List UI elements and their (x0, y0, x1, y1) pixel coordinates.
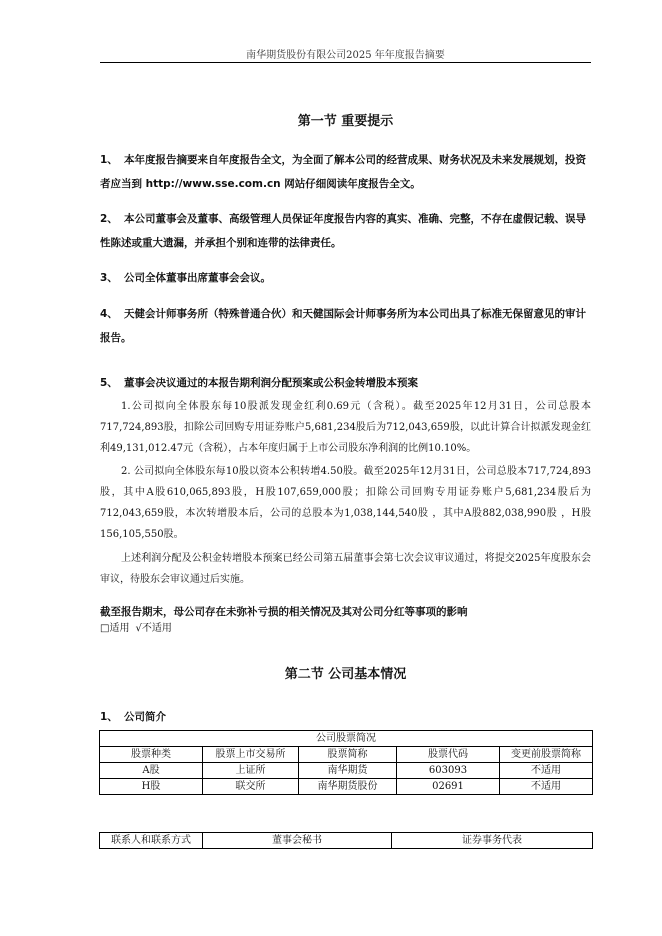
table-row (100, 779, 593, 795)
table-cell: H股 (100, 779, 203, 795)
stock-info-table (99, 730, 593, 795)
item-text: 天健会计师事务所（特殊普通合伙）和天健国际会计师事务所为本公司出具了标准无保留意见的审计报告。 (100, 308, 586, 344)
option-not-applicable: √不适用 (135, 623, 172, 634)
table-row (100, 763, 593, 779)
item-number: 5、 (100, 377, 118, 389)
item-text: 本公司董事会及董事、高级管理人员保证年度报告内容的真实、准确、完整，不存在虚假记载、误导性陈述或重大遗漏，并承担个别和连带的法律责任。 (100, 213, 586, 249)
deficit-question: 截至报告期末，母公司存在未弥补亏损的相关情况及其对公司分红等事项的影响 (100, 606, 468, 618)
table-cell: 联交所 (203, 779, 299, 795)
table-header-row (100, 833, 593, 849)
page-header: 南华期货股份有限公司2025 年年度报告摘要 (246, 50, 445, 61)
item-text: 公司简介 (124, 711, 166, 723)
column-header: 证券事务代表 (392, 833, 593, 849)
item-number: 4、 (100, 308, 118, 320)
notice-item-5 (100, 371, 591, 395)
table-cell: 南华期货 (299, 763, 397, 779)
table-cell: 南华期货股份 (299, 779, 397, 795)
table-cell: 不适用 (500, 763, 593, 779)
table-caption: 公司股票简况 (100, 731, 593, 747)
table-caption-row (100, 731, 593, 747)
section1-title: 第一节 重要提示 (297, 114, 394, 129)
table-cell: 02691 (397, 779, 500, 795)
contact-table (99, 832, 593, 849)
item-text: 董事会决议通过的本报告期利润分配预案或公积金转增股本预案 (124, 377, 418, 389)
column-header: 董事会秘书 (203, 833, 392, 849)
item-text: 公司全体董事出席董事会会议。 (124, 272, 271, 284)
column-header: 变更前股票简称 (500, 747, 593, 763)
notice-item-1 (100, 148, 591, 196)
section2-title: 第二节 公司基本情况 (284, 667, 407, 682)
table-cell: A股 (100, 763, 203, 779)
item-number: 1、 (100, 711, 118, 723)
column-header: 股票种类 (100, 747, 203, 763)
notice-item-4 (100, 302, 591, 350)
option-applicable: □适用 (100, 623, 130, 634)
item-number: 2、 (100, 213, 118, 225)
header-rule (100, 62, 591, 63)
notice-item-2 (100, 207, 591, 255)
conversion-paragraph: 2. 公司拟向全体股东每10股以资本公积转增4.50股。截至2025年12月31日，公司总股本717,724,893股，其中A股610,065,893股，H股107,659,000股；扣除公司回购专用证券账户5,681,234股后为712,043,659股，本次转增股本后，公司的总股本为1,038,144,540股 ，其中A股882,038,990股 ，H股156,105,550股。 (100, 466, 591, 540)
column-header: 股票上市交易所 (203, 747, 299, 763)
item-text: 本年度报告摘要来自年度报告全文，为全面了解本公司的经营成果、财务状况及未来发展规划，投资者应当到 http://www.sse.com.cn 网站仔细阅读年度报告全文。 (100, 154, 586, 190)
company-intro-heading (100, 705, 591, 729)
dividend-paragraph: 1.公司拟向全体股东每10股派发现金红利0.69元（含税）。截至2025年12月31日，公司总股本717,724,893股，扣除公司回购专用证券账户5,681,234股后为712,043,659股，以此计算合计拟派发现金红利49,131,012.47元（含税），占本年度归属于上市公司股东净利润的比例10.10%。 (100, 401, 591, 454)
item-number: 3、 (100, 272, 118, 284)
applicability-options (100, 621, 591, 637)
table-cell: 603093 (397, 763, 500, 779)
column-header: 股票简称 (299, 747, 397, 763)
approval-paragraph: 上述利润分配及公积金转增股本预案已经公司第五届董事会第七次会议审议通过，将提交2025年度股东会审议，待股东会审议通过后实施。 (100, 553, 591, 585)
table-header-row (100, 747, 593, 763)
table-cell: 上证所 (203, 763, 299, 779)
column-header: 联系人和联系方式 (100, 833, 203, 849)
column-header: 股票代码 (397, 747, 500, 763)
notice-item-3 (100, 266, 591, 290)
item-number: 1、 (100, 154, 118, 166)
table-cell: 不适用 (500, 779, 593, 795)
